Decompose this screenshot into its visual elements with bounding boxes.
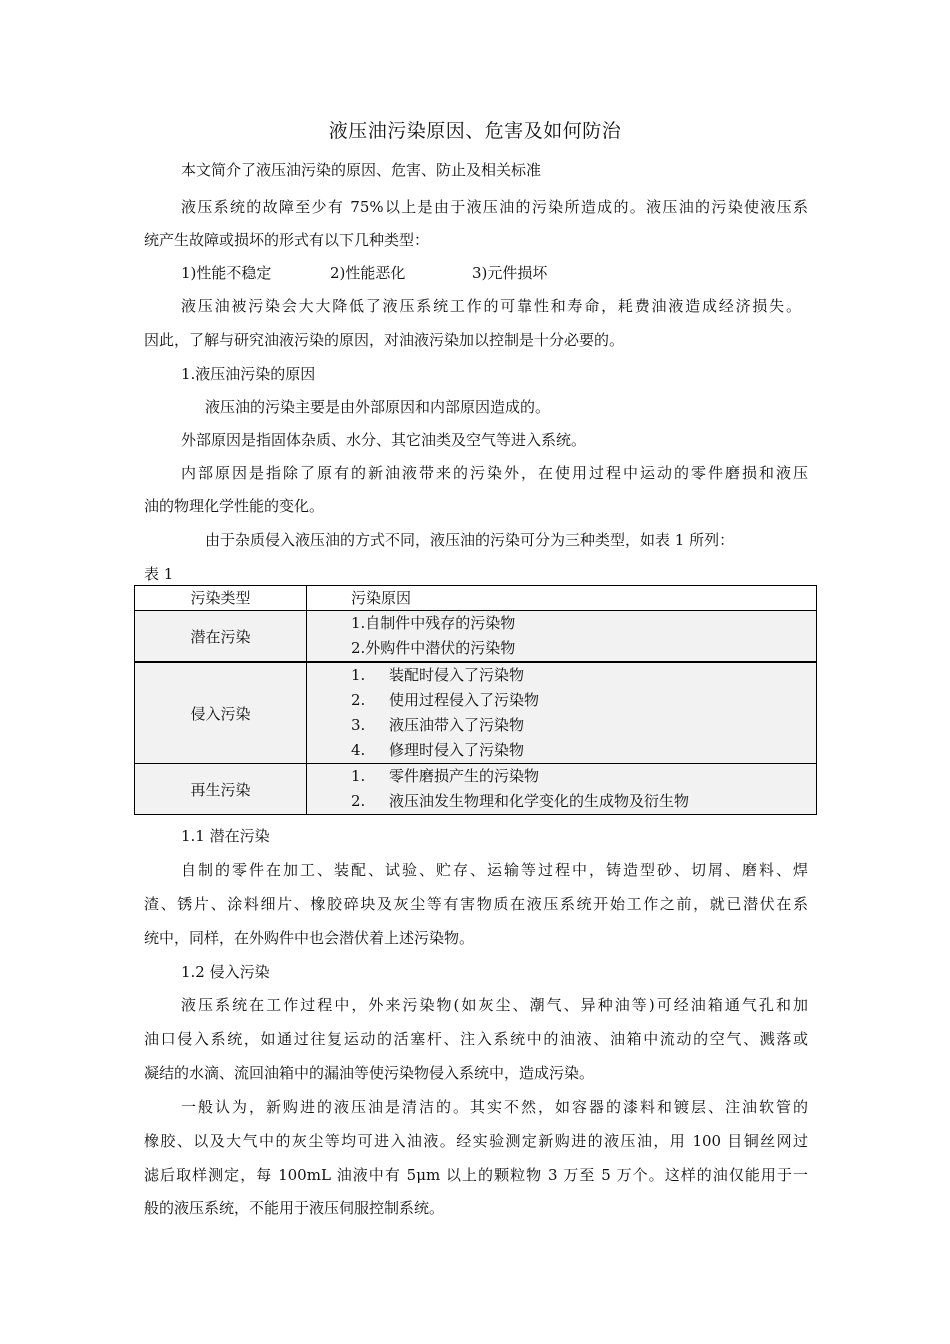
paragraph-line: 液压系统的故障至少有 75%以上是由于液压油的污染所造成的。液压油的污染使液压系 [181, 198, 808, 216]
pollution-type-cell: 潜在污染 [135, 611, 307, 663]
paragraph-line: 渣、锈片、涂料细片、橡胶碎块及灰尘等有害物质在液压系统开始工作之前，就已潜伏在系 [144, 895, 808, 913]
cause-item [351, 764, 816, 789]
cause-text: 零件磨损产生的污染物 [389, 767, 540, 785]
paragraph-line: 自制的零件在加工、装配、试验、贮存、运输等过程中，铸造型砂、切屑、磨料、焊 [181, 861, 808, 879]
cause-item [351, 789, 816, 814]
pollution-cause-cell [307, 611, 817, 663]
cause-number: 2. [351, 691, 366, 709]
paragraph-line: 液压系统在工作过程中，外来污染物(如灰尘、潮气、异种油等)可经油箱通气孔和加 [181, 996, 808, 1014]
section-heading: 1.2 侵入污染 [181, 963, 270, 981]
paragraph-line: 因此，了解与研究油液污染的原因，对油液污染加以控制是十分必要的。 [144, 331, 625, 349]
paragraph-line: 液压油被污染会大大降低了液压系统工作的可靠性和寿命，耗费油液造成经济损失。 [181, 297, 801, 315]
table-caption: 表 1 [144, 565, 174, 583]
section-heading: 1.1 潜在污染 [181, 827, 270, 845]
cause-text: 液压油带入了污染物 [389, 716, 525, 734]
paragraph-line: 油口侵入系统，如通过往复运动的活塞杆、注入系统中的油液、油箱中流动的空气、溅落或 [144, 1030, 808, 1048]
paragraph-line: 凝结的水滴、流回油箱中的漏油等使污染物侵入系统中，造成污染。 [144, 1064, 595, 1082]
cause-number: 1. [351, 666, 366, 684]
paragraph-line: 一般认为，新购进的液压油是清洁的。其实不然，如容器的漆料和镀层、注油软管的 [181, 1098, 808, 1116]
paragraph-line: 橡胶、以及大气中的灰尘等均可进入油液。经实验测定新购进的液压油，用 100 目铜丝网过 [144, 1132, 808, 1150]
table-row [135, 662, 817, 764]
failure-types [181, 263, 547, 283]
cause-text: 装配时侵入了污染物 [389, 666, 525, 684]
paragraph-line: 滤后取样测定，每 100mL 油液中有 5μm 以上的颗粒物 3 万至 5 万个。这样的油仅能用于一 [144, 1166, 808, 1184]
cause-number: 3. [351, 716, 366, 734]
table-row [135, 611, 817, 663]
cause-item [351, 663, 816, 688]
paragraph-line: 由于杂质侵入液压油的方式不同，液压油的污染可分为三种类型，如表 1 所列： [205, 531, 735, 549]
cause-item: 1.自制件中残存的污染物 [351, 614, 516, 632]
pollution-cause-cell [307, 764, 817, 815]
cause-text: 使用过程侵入了污染物 [389, 691, 540, 709]
pollution-cause-cell [307, 662, 817, 764]
cause-item [351, 738, 816, 763]
paragraph-line: 外部原因是指固体杂质、水分、其它油类及空气等进入系统。 [181, 431, 587, 449]
intro-paragraph: 本文简介了液压油污染的原因、危害、防止及相关标准 [181, 161, 542, 179]
table-row [135, 764, 817, 815]
failure-type-item: 2)性能恶化 [330, 264, 406, 282]
cause-number: 4. [351, 741, 366, 759]
cause-number: 1. [351, 767, 366, 785]
cause-number: 2. [351, 792, 366, 810]
document-title: 液压油污染原因、危害及如何防治 [328, 120, 622, 142]
table-header-row [135, 586, 817, 611]
cause-item [351, 713, 816, 738]
paragraph-line: 内部原因是指除了原有的新油液带来的污染外，在使用过程中运动的零件磨损和液压 [181, 464, 808, 482]
cause-text: 液压油发生物理和化学变化的生成物及衍生物 [389, 792, 690, 810]
paragraph-line: 油的物理化学性能的变化。 [144, 497, 325, 515]
pollution-types-table [134, 585, 817, 815]
section-heading: 1.液压油污染的原因 [181, 365, 316, 383]
paragraph-line: 统中，同样，在外购件中也会潜伏着上述污染物。 [144, 929, 475, 947]
pollution-type-cell: 再生污染 [135, 764, 307, 815]
paragraph-line: 统产生故障或损坏的形式有以下几种类型： [144, 231, 430, 249]
failure-type-item: 1)性能不稳定 [181, 264, 272, 282]
table-header-cell: 污染原因 [307, 586, 817, 611]
cause-text: 修理时侵入了污染物 [389, 741, 525, 759]
pollution-type-cell: 侵入污染 [135, 662, 307, 764]
paragraph-line: 液压油的污染主要是由外部原因和内部原因造成的。 [205, 398, 551, 416]
table-header-cell: 污染类型 [135, 586, 307, 611]
cause-item: 2.外购件中潜伏的污染物 [351, 639, 516, 657]
paragraph-line: 般的液压系统，不能用于液压伺服控制系统。 [144, 1199, 445, 1217]
failure-type-item: 3)元件损坏 [472, 264, 548, 282]
cause-item [351, 688, 816, 713]
